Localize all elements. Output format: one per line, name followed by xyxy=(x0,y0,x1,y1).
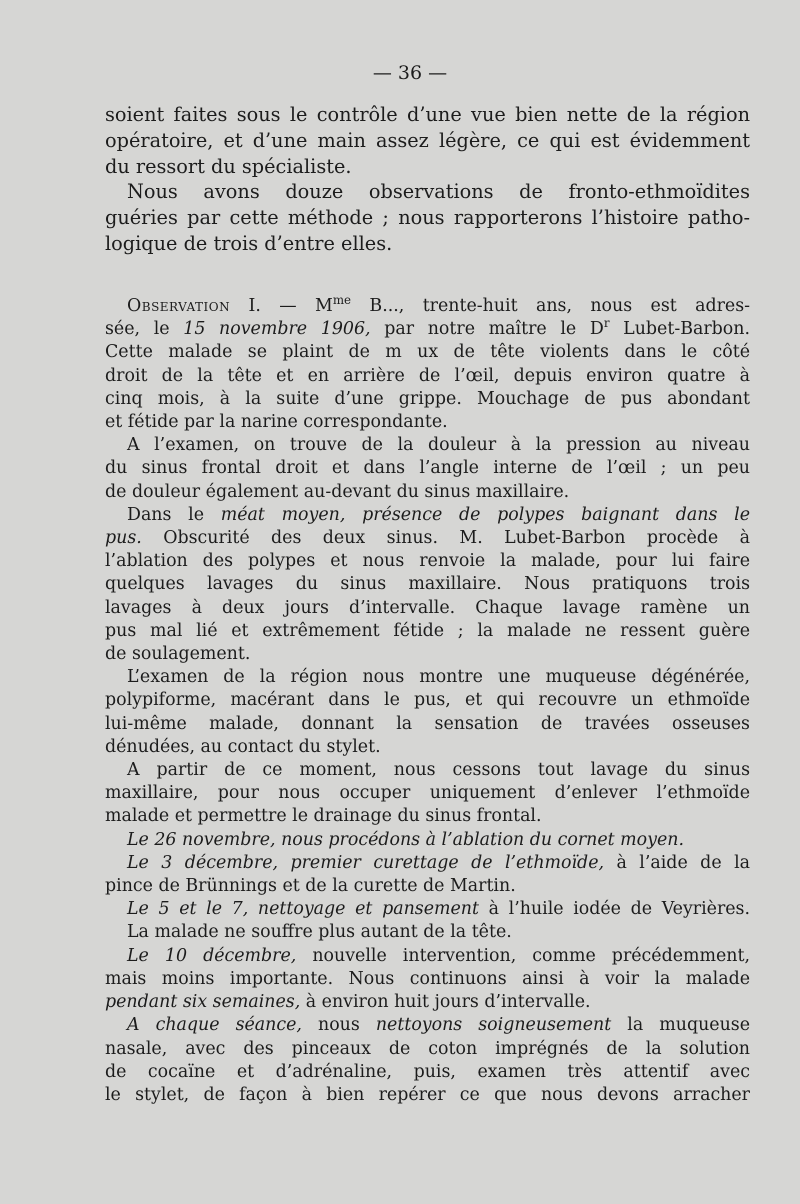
text-run: à environ huit jours d’intervalle. xyxy=(300,992,591,1013)
paragraph xyxy=(105,921,750,944)
text-line: opératoire, et d’une main assez légère, ce qui est évidemment xyxy=(105,128,750,152)
italic-run: A chaque séance, xyxy=(127,1015,302,1036)
paragraph xyxy=(105,829,750,852)
text-line: de cocaïne et d’adrénaline, puis, examen très attentif avec xyxy=(105,1061,750,1082)
italic-run: Le 26 novembre, nous procédons à l’ablation du cornet moyen. xyxy=(127,829,684,850)
paragraph xyxy=(105,179,750,256)
title-sup: r xyxy=(603,316,610,331)
paragraph xyxy=(105,504,750,666)
paragraph xyxy=(105,434,750,504)
paragraph xyxy=(105,666,750,759)
italic-run: Le 10 décembre, xyxy=(127,945,297,966)
text-run: nous xyxy=(301,1015,376,1036)
text-line: dénudées, au contact du stylet. xyxy=(105,736,381,757)
text-line: nasale, avec des pinceaux de coton imprégnés de la solution xyxy=(105,1038,750,1059)
text-line: guéries par cette méthode ; nous rapporterons l’histoire patho- xyxy=(105,206,750,230)
text-run: Lubet-Barbon. xyxy=(609,319,750,340)
text-run: Obscurité des deux sinus. M. Lubet-Barbon procède à xyxy=(141,528,750,549)
text-line: de douleur également au-devant du sinus maxillaire. xyxy=(105,481,570,502)
italic-run: pendant six semaines, xyxy=(105,992,301,1013)
text-line xyxy=(105,295,750,318)
text-line: La malade ne souffre plus autant de la tête. xyxy=(127,922,512,943)
text-line: du ressort du spécialiste. xyxy=(105,154,352,178)
text-line: Nous avons douze observations de fronto-ethmoïdites xyxy=(127,180,750,204)
text-line xyxy=(105,527,750,550)
text-run: nouvelle intervention, comme précédemment, xyxy=(296,945,750,966)
text-line: lui-même malade, donnant la sensation de travées osseuses xyxy=(105,713,750,734)
text-run: la muqueuse xyxy=(611,1015,750,1036)
text-line: cinq mois, à la suite d’une grippe. Mouchage de pus abondant xyxy=(105,388,750,409)
text-line: A partir de ce moment, nous cessons tout lavage du sinus xyxy=(127,760,750,781)
text-line: de soulagement. xyxy=(105,644,251,665)
text-line: A l’examen, on trouve de la douleur à la pression au niveau xyxy=(127,435,750,456)
text-line: lavages à deux jours d’intervalle. Chaque lavage ramène un xyxy=(105,597,750,618)
text-line: logique de trois d’entre elles. xyxy=(105,231,393,255)
text-line: pus mal lié et extrêmement fétide ; la malade ne ressent guère xyxy=(105,620,750,641)
title: M xyxy=(315,296,333,316)
text-run: à l’aide de la xyxy=(604,852,750,873)
intro-text xyxy=(105,102,750,257)
text-line xyxy=(105,852,750,875)
paragraph xyxy=(105,898,750,921)
text-line xyxy=(105,991,750,1014)
paragraph xyxy=(105,1014,750,1107)
text-run: à l’huile iodée de Veyrières. xyxy=(478,899,751,920)
text-line xyxy=(105,504,750,527)
text-line xyxy=(105,318,750,341)
text-line: quelques lavages du sinus maxillaire. Nous pratiquons trois xyxy=(105,574,750,595)
paragraph xyxy=(105,102,750,179)
text-line: le stylet, de façon à bien repérer ce que nous devons arracher xyxy=(105,1084,750,1105)
text-run: Dans le xyxy=(127,504,221,525)
text-line: maxillaire, pour nous occuper uniquement d’enlever l’ethmoïde xyxy=(105,783,750,804)
text-run: sée, le xyxy=(105,319,184,340)
observation-numeral: I. xyxy=(248,296,261,316)
text-run: par notre maître le D xyxy=(370,319,604,340)
dash: — xyxy=(260,296,316,316)
italic-run: méat moyen, présence de polypes baignant dans le xyxy=(220,504,750,525)
text-line: pince de Brünnings et de la curette de Martin. xyxy=(105,876,516,897)
text-run: B..., trente-huit ans, nous est adres- xyxy=(351,296,751,316)
text-line xyxy=(105,945,750,968)
text-line xyxy=(105,829,750,852)
observation-paragraph xyxy=(105,295,750,434)
text-line: l’ablation des polypes et nous renvoie la malade, pour lui faire xyxy=(105,551,750,572)
text-line xyxy=(105,898,750,921)
text-line: polypiforme, macérant dans le pus, et qui recouvre un ethmoïde xyxy=(105,690,750,711)
paragraph xyxy=(105,852,750,898)
italic-run: pus. xyxy=(105,528,142,549)
paragraph xyxy=(105,945,750,1015)
text-line: L’examen de la région nous montre une muqueuse dégénérée, xyxy=(127,667,750,688)
observation-heading: Observation xyxy=(127,296,231,316)
text-line: malade et permettre le drainage du sinus frontal. xyxy=(105,806,542,827)
title-sup: me xyxy=(332,293,352,308)
italic-run: Le 3 décembre, premier curettage de l’ethmoïde, xyxy=(127,852,605,873)
text-line: et fétide par la narine correspondante. xyxy=(105,412,448,433)
italic-run: Le 5 et le 7, nettoyage et pansement xyxy=(127,899,479,920)
italic-run: nettoyons soigneusement xyxy=(375,1015,612,1036)
text-line: Cette malade se plaint de m ux de tête violents dans le côté xyxy=(105,342,750,363)
paragraph xyxy=(105,759,750,829)
observation-text xyxy=(105,295,750,1107)
page-number: — 36 — xyxy=(372,62,448,84)
text-line xyxy=(105,1014,750,1037)
text-line: mais moins importante. Nous continuons ainsi à voir la malade xyxy=(105,968,750,989)
text-line: droit de la tête et en arrière de l’œil, depuis environ quatre à xyxy=(105,365,750,386)
text-line: du sinus frontal droit et dans l’angle interne de l’œil ; un peu xyxy=(105,458,750,479)
date: 15 novembre 1906, xyxy=(183,319,371,340)
text-line: soient faites sous le contrôle d’une vue bien nette de la région xyxy=(105,103,750,126)
